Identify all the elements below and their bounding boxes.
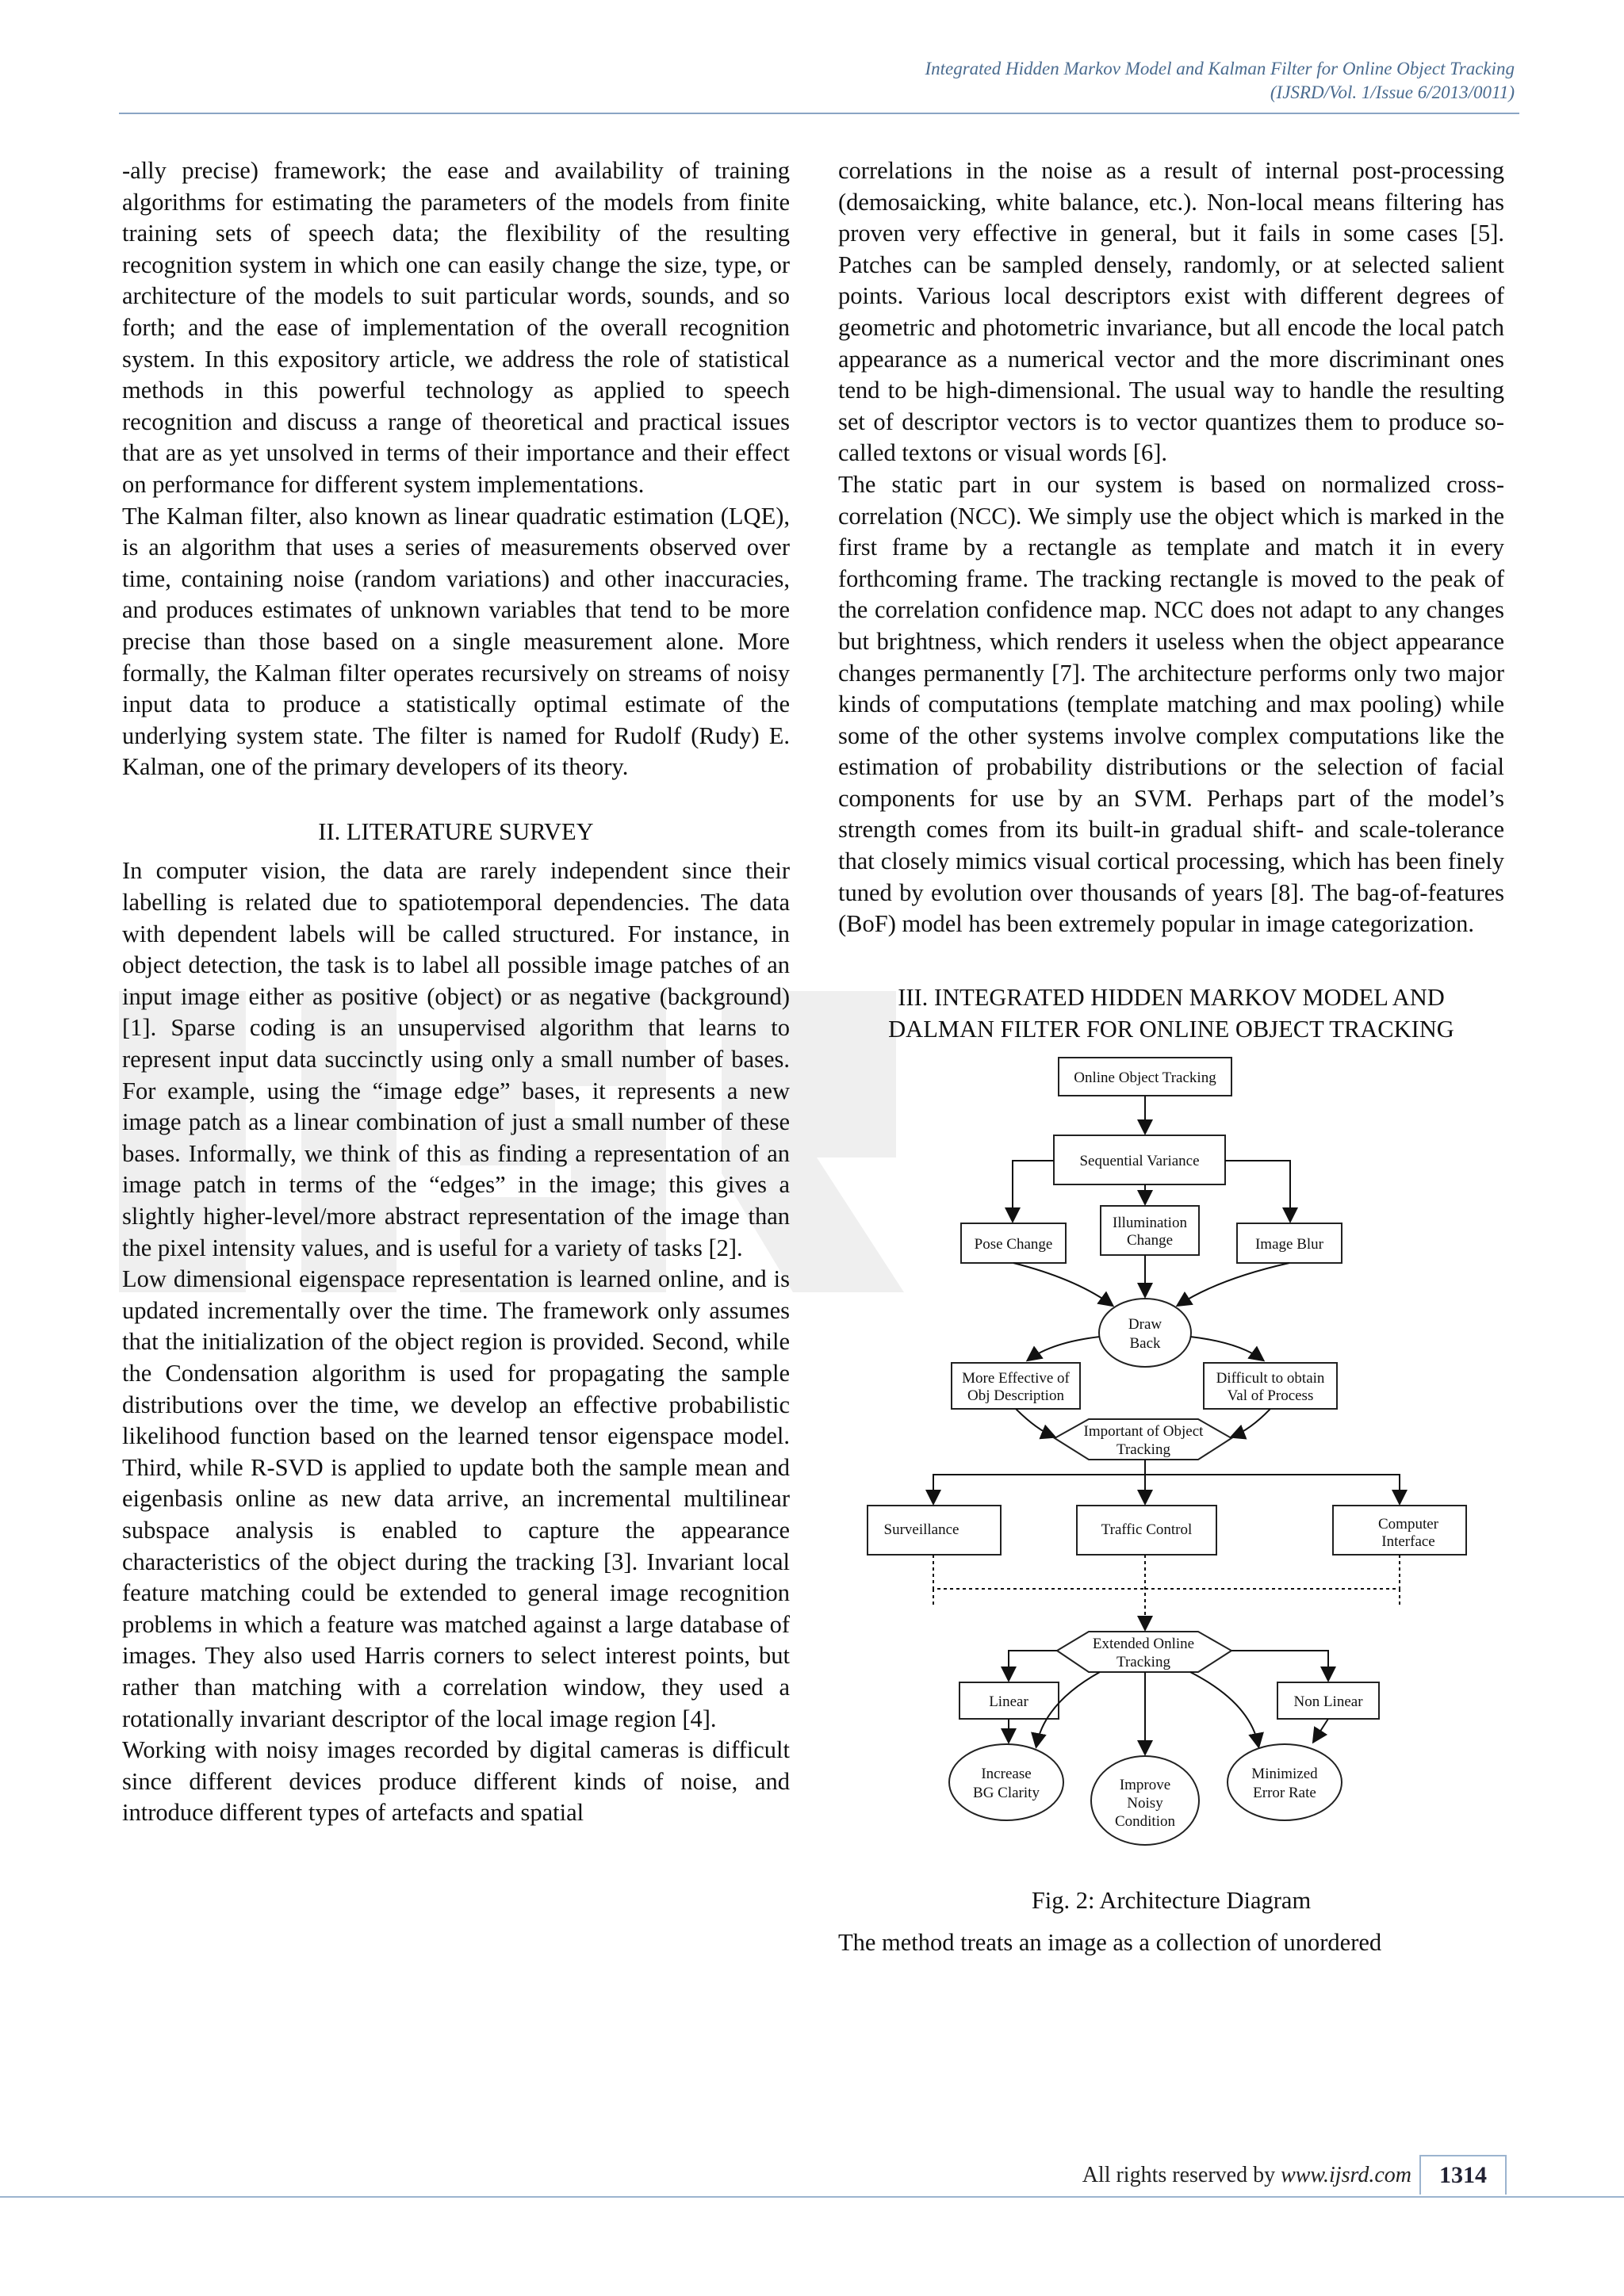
paragraph: The method treats an image as a collection of unordered <box>838 1929 1382 1957</box>
label-bg-clarity: BG Clarity <box>973 1784 1040 1801</box>
label-increase: Increase <box>981 1765 1032 1782</box>
edge <box>1013 1263 1112 1305</box>
edge <box>1314 1719 1328 1741</box>
edge <box>933 1475 1145 1502</box>
footer-rule <box>0 2196 1624 2198</box>
architecture-diagram <box>838 1053 1504 1877</box>
paragraph: Low dimensional eigenspace representation is learned online, and is updated incrementally over the time. The framework only assumes that the initialization of the object region is provided. Second, while the Condensation algorithm is used for propagating the sample distributions over the time, we develop an effective probabilistic likelihood function based on the learned tensor eigenspace model. Third, while R-SVD is applied to update both the sample mean and eigenbasis online as new data arrive, an incremental multilinear subspace analysis is enabled to capture the appearance characteristics of the object during the tracking [3]. Invariant local feature matching could be extended to general image recognition problems in which a feature was matched against a large database of images. They also used Harris corners to select interest points, but rather than matching with a correlation window, they used a rotationally invariant descriptor of the local image region [4]. <box>122 1265 790 1732</box>
label-important-tracking: Tracking <box>1116 1441 1170 1458</box>
label-important: Important of Object <box>1083 1422 1204 1440</box>
header-rule <box>119 113 1519 114</box>
figure-caption: Fig. 2: Architecture Diagram <box>1031 1886 1312 1914</box>
section-heading-line: III. INTEGRATED HIDDEN MARKOV MODEL AND <box>898 983 1445 1011</box>
label-minimized: Minimized <box>1251 1765 1318 1782</box>
label-illumination-change: Change <box>1126 1231 1174 1249</box>
section-heading <box>838 982 1504 1045</box>
edge <box>1028 1337 1100 1360</box>
label-interface: Interface <box>1381 1533 1435 1550</box>
label-traffic-control: Traffic Control <box>1101 1521 1193 1538</box>
header-title: Integrated Hidden Markov Model and Kalman Filter for Online Object Tracking <box>925 59 1515 78</box>
edge <box>1190 1337 1262 1360</box>
label-extended: Extended Online <box>1092 1635 1195 1652</box>
label-surveillance: Surveillance <box>883 1521 959 1538</box>
label-error-rate: Error Rate <box>1253 1784 1316 1801</box>
label-image-blur: Image Blur <box>1254 1235 1324 1253</box>
paragraph: The Kalman filter, also known as linear quadratic estimation (LQE), is an algorithm that uses a series of measurements observed over time, containing noise (random variations) and other inaccuracies, and produces estimates of unknown variables that tend to be more precise than those based on a single measurement alone. More formally, the Kalman filter operates recursively on streams of noisy input data to produce a statistically optimal estimate of the underlying system state. The filter is named for Rudolf (Rudy) E. Kalman, one of the primary developers of its theory. <box>122 502 790 781</box>
label-illumination: Illumination <box>1113 1214 1187 1231</box>
paragraph: -ally precise) framework; the ease and availability of training algorithms for estimating the parameters of the models from finite training sets of speech data; the flexibility of the resulting recognition system in which one can easily change the size, type, or architecture of the models to suit particular words, sounds, and so forth; and the ease of implementation of the overall recognition system. In this expository article, we address the role of statistical methods in this powerful technology as applied to speech recognition and discuss a range of theoretical and practical issues that are as yet unsolved in terms of their importance and their effect on performance for different system implementations. <box>122 157 790 498</box>
edge <box>1232 1409 1270 1437</box>
running-header <box>119 57 1515 105</box>
label-difficult: Difficult to obtain <box>1216 1369 1325 1387</box>
paragraph: correlations in the noise as a result of internal post-processing (demosaicking, white balance, etc.). Non-local means filtering has proven very effective in general, but it fails in some cases [5]. Patches can be sampled densely, randomly, or at selected salient points. Various local descriptors exist with different degrees of geometric and photometric invariance, but all encode the local patch appearance as a numerical vector and the more discriminant ones tend to be high-dimensional. The usual way to handle the resulting set of descriptor vectors is to vector quantizes them to produce so-called textons or visual words [6]. <box>838 157 1504 467</box>
edge <box>1190 1672 1258 1746</box>
paragraph: The static part in our system is based on normalized cross-correlation (NCC). We simply use the object which is marked in the first frame by a rectangle as template and match it in every forthcoming frame. The tracking rectangle is moved to the peak of the correlation confidence map. NCC does not adapt to any changes but brightness, which renders it useless when the object appearance changes permanently [7]. The architecture performs only two major kinds of computations (template matching and max pooling) while some of the other systems involve complex computations like the estimation of probability distributions or the selection of facial components for use by an SVM. Perhaps part of the model’s strength comes from its built-in gradual shift- and scale-tolerance that closely mimics visual cortical processing, which has been finely tuned by evolution over thousands of years [8]. The bag-of-features (BoF) model has been extremely popular in image categorization. <box>838 470 1504 938</box>
edge <box>1145 1475 1400 1502</box>
edge <box>1009 1651 1057 1679</box>
label-back: Back <box>1129 1334 1161 1352</box>
footer-rights-text: All rights reserved by <box>1082 2163 1276 2187</box>
label-online-object-tracking: Online Object Tracking <box>1074 1069 1216 1086</box>
node-minimized-error-rate <box>1228 1744 1342 1820</box>
label-obj-description: Obj Description <box>967 1387 1064 1404</box>
label-draw: Draw <box>1128 1315 1162 1333</box>
edge <box>1145 1555 1400 1589</box>
edge <box>1231 1651 1328 1679</box>
footer-rights <box>1031 2163 1411 2188</box>
left-column <box>122 155 790 1829</box>
label-pose-change: Pose Change <box>974 1235 1053 1253</box>
label-linear: Linear <box>989 1693 1028 1710</box>
label-sequential-variance: Sequential Variance <box>1079 1152 1200 1169</box>
header-journal: (IJSRD/Vol. 1/Issue 6/2013/0011) <box>1270 82 1515 102</box>
label-more-effective: More Effective of <box>962 1369 1070 1387</box>
edge <box>933 1555 1145 1589</box>
footer-site-link[interactable]: www.ijsrd.com <box>1281 2163 1411 2187</box>
diagram-svg <box>838 1053 1504 1877</box>
paragraph: Working with noisy images recorded by digital cameras is difficult since different devices produce different kinds of noise, and introduce different types of artefacts and spatial <box>122 1736 790 1827</box>
label-extended-tracking: Tracking <box>1116 1653 1170 1670</box>
edge <box>1013 1161 1054 1220</box>
node-increase-bg-clarity <box>949 1744 1063 1820</box>
edge <box>1178 1263 1289 1305</box>
edge <box>1225 1161 1290 1220</box>
label-condition: Condition <box>1114 1812 1176 1830</box>
label-noisy: Noisy <box>1127 1794 1163 1812</box>
section-heading: II. LITERATURE SURVEY <box>318 817 594 845</box>
edge <box>1016 1409 1054 1437</box>
page-number: 1314 <box>1419 2155 1507 2195</box>
paragraph: In computer vision, the data are rarely independent since their labelling is related due to spatiotemporal dependencies. The data with dependent labels will be called structured. For instance, in object detection, the task is to label all possible image patches of an input image either as positive (object) or as negative (background) [1]. Sparse coding is an unsupervised algorithm that learns to represent input data succinctly using only a small number of bases. For example, using the “image edge” bases, it represents a new image patch as a linear combination of just a small number of these bases. Informally, we think of this as finding a representation of an image patch in terms of the “edges” in the image; this gives a slightly higher-level/more abstract representation of the image than the pixel intensity values, and is useful for a variety of tasks [2]. <box>122 857 790 1261</box>
node-draw-back <box>1099 1299 1191 1367</box>
label-improve: Improve <box>1119 1776 1171 1793</box>
right-column <box>838 155 1504 1959</box>
section-heading-line: DALMAN FILTER FOR ONLINE OBJECT TRACKING <box>888 1015 1454 1043</box>
label-val-of-process: Val of Process <box>1227 1387 1314 1404</box>
label-computer: Computer <box>1378 1515 1438 1533</box>
label-non-linear: Non Linear <box>1293 1693 1363 1710</box>
